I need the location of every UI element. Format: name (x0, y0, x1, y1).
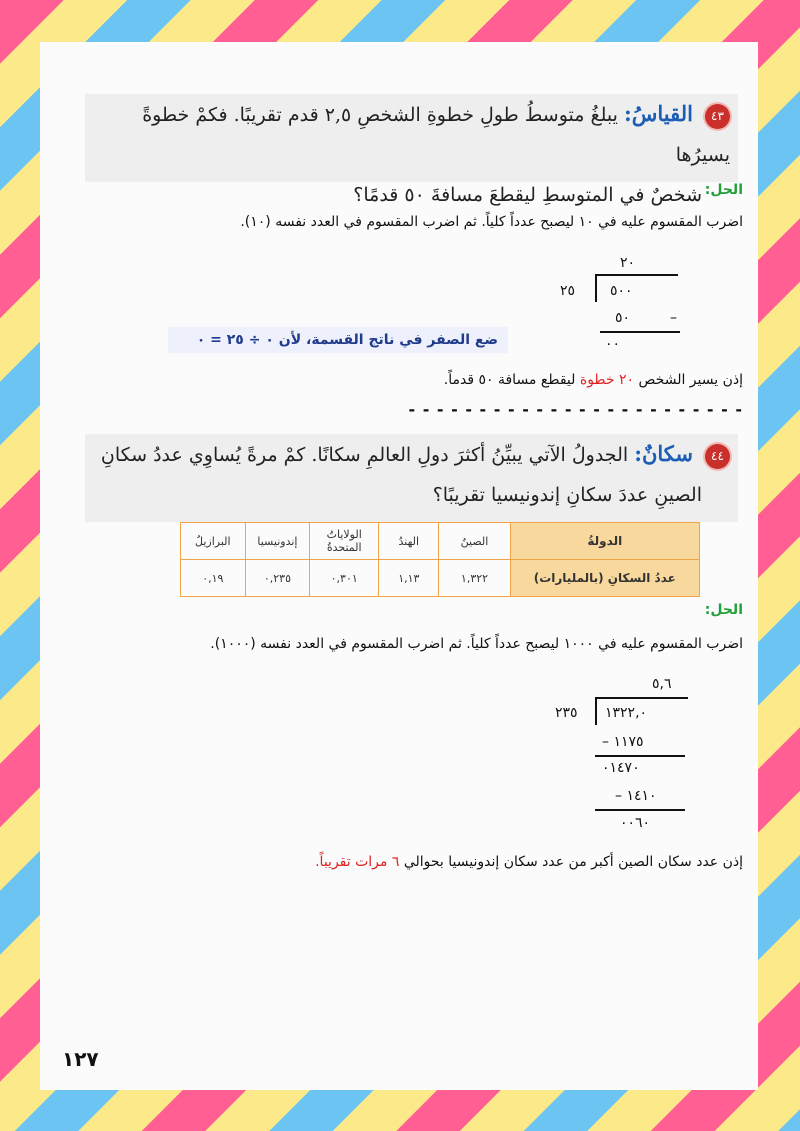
division-step: ١٤١٠ – (615, 788, 657, 804)
answer-43-highlight: ٢٠ خطوة (579, 372, 635, 388)
division-dividend: ١٣٢٢,٠ (605, 705, 648, 721)
division-remainder: ٠١٤٧٠ (602, 760, 640, 776)
table-value: ٠,٣٠١ (310, 560, 379, 597)
division-step: ١١٧٥ – (602, 734, 644, 750)
question-text-line2: الصينِ عددَ سكانِ إندونيسيا تقريبًا؟ (432, 484, 702, 506)
answer-43 (444, 372, 743, 388)
answer-43-pre: إذن يسير الشخص (638, 372, 743, 388)
table-country: الولاياتُ المتحدةُ (310, 523, 379, 560)
table-row-label: عددُ السكانِ (بالمليارات) (510, 560, 699, 597)
question-43-line1 (93, 94, 730, 175)
question-topic: سكانٌ: (634, 441, 693, 466)
solution-instruction-43: اضرب المقسوم عليه في ١٠ ليصبح عدداً كلياً. ثم اضرب المقسوم في العدد نفسه (١٠). (240, 214, 743, 230)
division-underline (595, 755, 685, 757)
division-bracket (595, 274, 597, 302)
question-44-box (85, 434, 738, 522)
table-country: الصينُ (439, 523, 510, 560)
question-text-line2: شخصٌ في المتوسطِ ليقطعَ مسافةَ ٥٠ قدمًا؟ (353, 184, 702, 206)
division-divisor: ٢٣٥ (555, 705, 578, 721)
division-quotient: ٥,٦ (652, 676, 672, 692)
table-row (181, 523, 700, 560)
division-step: ٥٠ (615, 310, 631, 326)
table-value: ٠,٢٣٥ (245, 560, 310, 597)
division-dividend: ٥٠٠ (610, 283, 633, 299)
question-text-line1: الجدولُ الآتي يبيِّنُ أكثرَ دولِ العالمِ سكانًا. كمْ مرةً يُساوِي عددُ سكانِ (100, 444, 629, 466)
table-value: ٠,١٩ (181, 560, 246, 597)
division-underline (600, 331, 680, 333)
division-divisor: ٢٥ (560, 283, 576, 299)
page-number: ١٢٧ (62, 1047, 99, 1071)
question-topic: القياسُ: (623, 101, 693, 126)
division-bracket (595, 697, 597, 725)
solution-label-44: الحل: (704, 602, 743, 618)
division-bar (595, 274, 678, 276)
question-text-line1: يبلغُ متوسطُ طولِ خطوةِ الشخصِ ٢,٥ قدم تقريبًا. فكمْ خطوةً يسيرُها (142, 104, 730, 166)
division-minus: – (670, 310, 681, 326)
table-country: البرازيلُ (181, 523, 246, 560)
hint-note: ضع الصفر في ناتج القسمة، لأن ٠ ÷ ٢٥ = ٠ (168, 327, 508, 353)
table-header-label: الدولةُ (510, 523, 699, 560)
solution-instruction-44: اضرب المقسوم عليه في ١٠٠٠ ليصبح عدداً كلياً. ثم اضرب المقسوم في العدد نفسه (١٠٠٠). (210, 636, 743, 652)
question-44-line1 (93, 434, 730, 475)
division-underline (595, 809, 685, 811)
population-table (180, 522, 700, 597)
table-row (181, 560, 700, 597)
question-number-badge: ٤٤ (705, 444, 730, 469)
section-separator: - - - - - - - - - - - - - - - - - - - - - - - - (408, 400, 743, 419)
division-quotient: ٢٠ (620, 255, 636, 271)
table-country: إندونيسيا (245, 523, 310, 560)
division-remainder: ٠٠٦٠ (620, 815, 651, 831)
division-remainder: ٠٠ (605, 336, 621, 352)
table-country: الهندُ (379, 523, 439, 560)
answer-44 (315, 854, 743, 870)
question-number-badge: ٤٣ (705, 104, 730, 129)
division-bar (595, 697, 688, 699)
answer-44-highlight: ٦ مرات تقريباً. (315, 854, 400, 870)
table-value: ١,٣٢٢ (439, 560, 510, 597)
solution-label-43: الحل: (704, 182, 743, 198)
answer-43-post: ليقطع مسافة ٥٠ قدماً. (443, 372, 576, 388)
answer-44-pre: إذن عدد سكان الصين أكبر من عدد سكان إندونيسيا بحوالي (403, 854, 743, 870)
table-value: ١,١٣ (379, 560, 439, 597)
page (40, 42, 758, 1090)
